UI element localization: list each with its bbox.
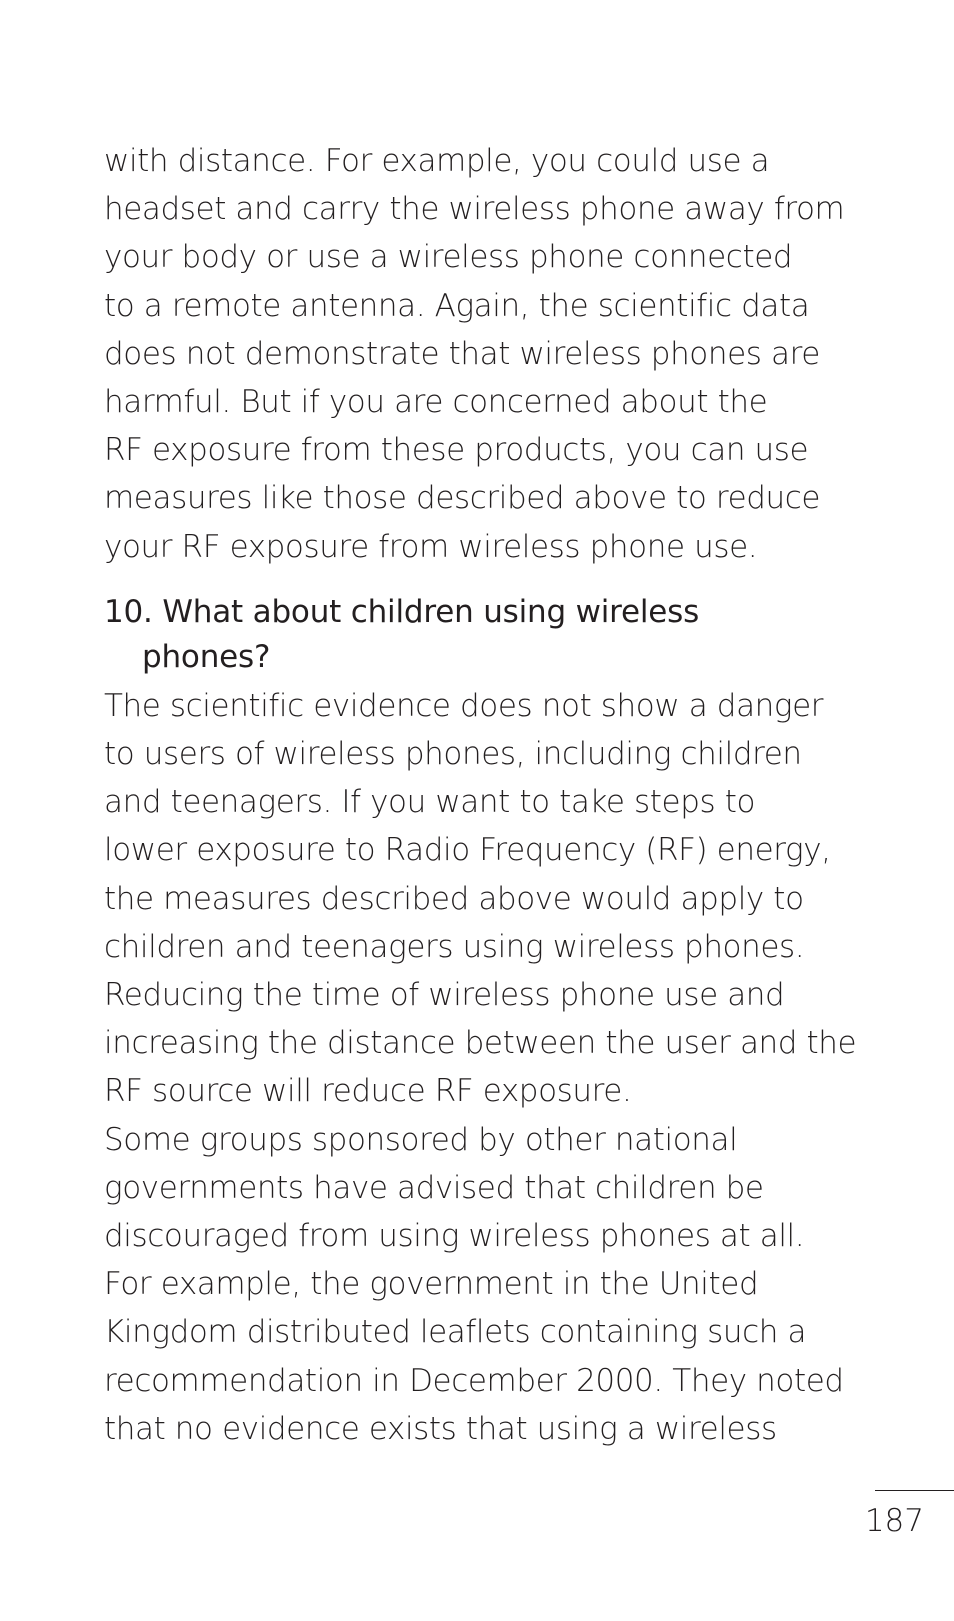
- text-line: your RF exposure from wireless phone use.: [104, 528, 758, 565]
- text-line: harmful. But if you are concerned about the: [104, 384, 768, 421]
- text-line: RF exposure from these products, you can use: [104, 432, 809, 469]
- heading-line-1: 10. What about children using wireless: [104, 593, 700, 630]
- text-line: and teenagers. If you want to take steps to: [104, 784, 756, 821]
- text-line: Reducing the time of wireless phone use and: [104, 977, 785, 1014]
- section-heading: [104, 590, 904, 680]
- page-number: 187: [864, 1503, 924, 1539]
- text-line: to users of wireless phones, including children: [104, 736, 802, 773]
- text-line: discouraged from using wireless phones at all.: [104, 1218, 805, 1255]
- text-line: to a remote antenna. Again, the scientific data: [104, 287, 810, 324]
- paragraph-children: [104, 682, 904, 1116]
- text-line: lower exposure to Radio Frequency (RF) energy,: [104, 832, 831, 869]
- text-line: measures like those described above to reduce: [104, 480, 821, 517]
- text-line: does not demonstrate that wireless phones are: [104, 335, 820, 372]
- text-line: RF source will reduce RF exposure.: [104, 1073, 632, 1110]
- page-content: [104, 137, 904, 1453]
- text-line: that no evidence exists that using a wireless: [104, 1410, 777, 1447]
- text-line: headset and carry the wireless phone away from: [104, 191, 845, 228]
- text-line: children and teenagers using wireless phones.: [104, 928, 805, 965]
- text-line: recommendation in December 2000. They noted: [104, 1362, 844, 1399]
- text-line: your body or use a wireless phone connected: [104, 239, 793, 276]
- text-line: For example, the government in the United: [104, 1266, 759, 1303]
- text-line: Some groups sponsored by other national: [104, 1121, 738, 1158]
- paragraph-distance: [104, 137, 904, 571]
- text-line: increasing the distance between the user and the: [104, 1025, 857, 1062]
- text-line: governments have advised that children be: [104, 1169, 764, 1206]
- text-line: with distance. For example, you could use a: [104, 143, 770, 179]
- heading-line-2: phones?: [142, 638, 271, 675]
- text-line: Kingdom distributed leaflets containing such a: [104, 1314, 807, 1351]
- paragraph-governments: [104, 1116, 904, 1453]
- text-line: the measures described above would apply to: [104, 880, 804, 917]
- footer-divider: [875, 1490, 954, 1491]
- text-line: The scientific evidence does not show a danger: [104, 687, 824, 724]
